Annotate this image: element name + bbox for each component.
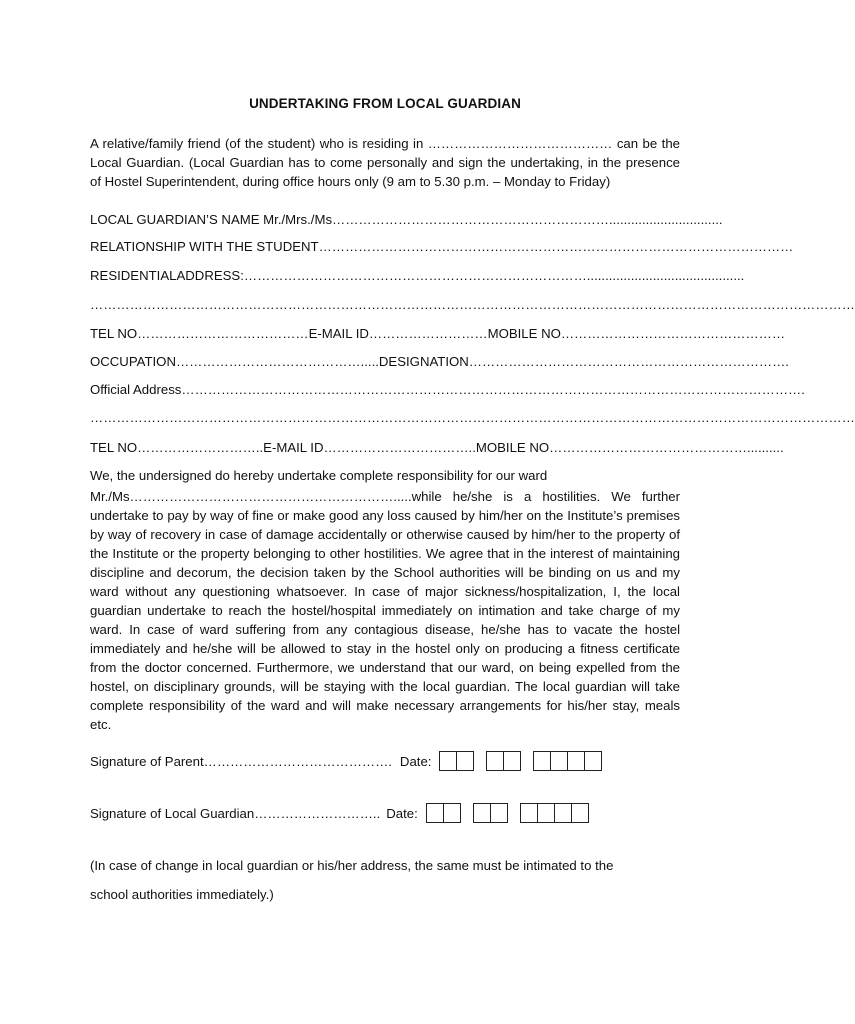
guardian-date-month — [473, 803, 508, 823]
parent-signature-row — [90, 750, 614, 772]
parent-date-month — [486, 751, 521, 771]
date-digit-box[interactable] — [473, 803, 491, 823]
occupation-designation-field[interactable]: OCCUPATION…………………………………….....DESIGNATION………………………………………………………………. — [90, 354, 789, 369]
contact-row-2[interactable]: TEL NO………………………..E-MAIL ID……………………………..MOBILE NO……………………………………….......... — [90, 440, 784, 455]
date-digit-box[interactable] — [503, 751, 521, 771]
parent-date-year — [533, 751, 602, 771]
guardian-name-field[interactable]: LOCAL GUARDIAN’S NAME Mr./Mrs./Ms………………………………………………………............................... — [90, 212, 723, 227]
date-digit-box[interactable] — [584, 751, 602, 771]
date-digit-box[interactable] — [426, 803, 444, 823]
official-address-field[interactable]: Official Address……………………………………………………………………………………………………………………………. — [90, 382, 805, 397]
guardian-signature-row — [90, 802, 601, 824]
date-digit-box[interactable] — [486, 751, 504, 771]
relationship-field[interactable]: RELATIONSHIP WITH THE STUDENT……………………………………………………………………………………………… — [90, 239, 794, 254]
guardian-date-year — [520, 803, 589, 823]
document-title: UNDERTAKING FROM LOCAL GUARDIAN — [249, 96, 521, 111]
change-notice-line-1: (In case of change in local guardian or his/her address, the same must be intimated to the — [90, 858, 614, 873]
undertaking-first-line: We, the undersigned do hereby undertake complete responsibility for our ward — [90, 468, 548, 483]
date-digit-box[interactable] — [443, 803, 461, 823]
residential-address-continuation-field[interactable]: ………………………………………………………………………………………………………………………………………………………… — [90, 297, 855, 312]
date-digit-box[interactable] — [520, 803, 538, 823]
official-address-continuation-field[interactable]: ………………………………………………………………………………………………………………………………………………………… — [90, 410, 855, 425]
contact-row-1[interactable]: TEL NO…………………………………E-MAIL ID………………………MOBILE NO…………………………………………… — [90, 326, 786, 341]
parent-date-boxes — [439, 751, 614, 771]
date-digit-box[interactable] — [490, 803, 508, 823]
guardian-date-label: Date: — [386, 805, 418, 821]
date-digit-box[interactable] — [571, 803, 589, 823]
guardian-date-day — [426, 803, 461, 823]
guardian-date-boxes — [426, 803, 601, 823]
parent-signature-label: Signature of Parent……………………………………. — [90, 753, 392, 769]
undertaking-paragraph: Mr./Ms…………………………………………………….....while he/she is a hostilities. We further undertake to pay by way of fine or make good any loss caused by him/her on the Institute’s premises by way of recovery in case of damage accidentally or otherwise caused by him/her to the property of the Institute or the property belonging to other hostilities. We agree that in the interest of maintaining discipline and decorum, the decision taken by the School authorities will be binding on us and my ward without any questioning whatsoever. In case of major sickness/hospitalization, I, the local guardian undertake to reach the hostel/hospital immediately on intimation and take charge of my ward. In case of ward suffering from any contagious disease, he/she has to vacate the hostel immediately and he/she will be allowed to stay in the hostel only on producing a fitness certificate from the doctor concerned. Furthermore, we understand that our ward, on being expelled from the hostel, on disciplinary grounds, will be staying with the local guardian. The local guardian will take complete responsibility of the ward and will make necessary arrangements for his/her stay, meals etc. — [90, 489, 680, 732]
date-digit-box[interactable] — [567, 751, 585, 771]
intro-paragraph: A relative/family friend (of the student) who is residing in …………………………………… can be the Local Guardian. (Local Guardian has to come personally and sign the undertaking, in the presence of Hostel Superintendent, during office hours only (9 am to 5.30 p.m. – Monday to Friday) — [90, 136, 680, 189]
date-digit-box[interactable] — [439, 751, 457, 771]
parent-date-label: Date: — [399, 753, 432, 769]
date-digit-box[interactable] — [550, 751, 568, 771]
date-digit-box[interactable] — [533, 751, 551, 771]
parent-date-day — [439, 751, 474, 771]
residential-address-field[interactable]: RESIDENTIALADDRESS:……………………………………………………………………........................................... — [90, 268, 745, 283]
date-digit-box[interactable] — [456, 751, 474, 771]
change-notice-line-2: school authorities immediately.) — [90, 887, 274, 902]
guardian-signature-label: Signature of Local Guardian……………………….. — [90, 805, 381, 821]
date-digit-box[interactable] — [537, 803, 555, 823]
date-digit-box[interactable] — [554, 803, 572, 823]
